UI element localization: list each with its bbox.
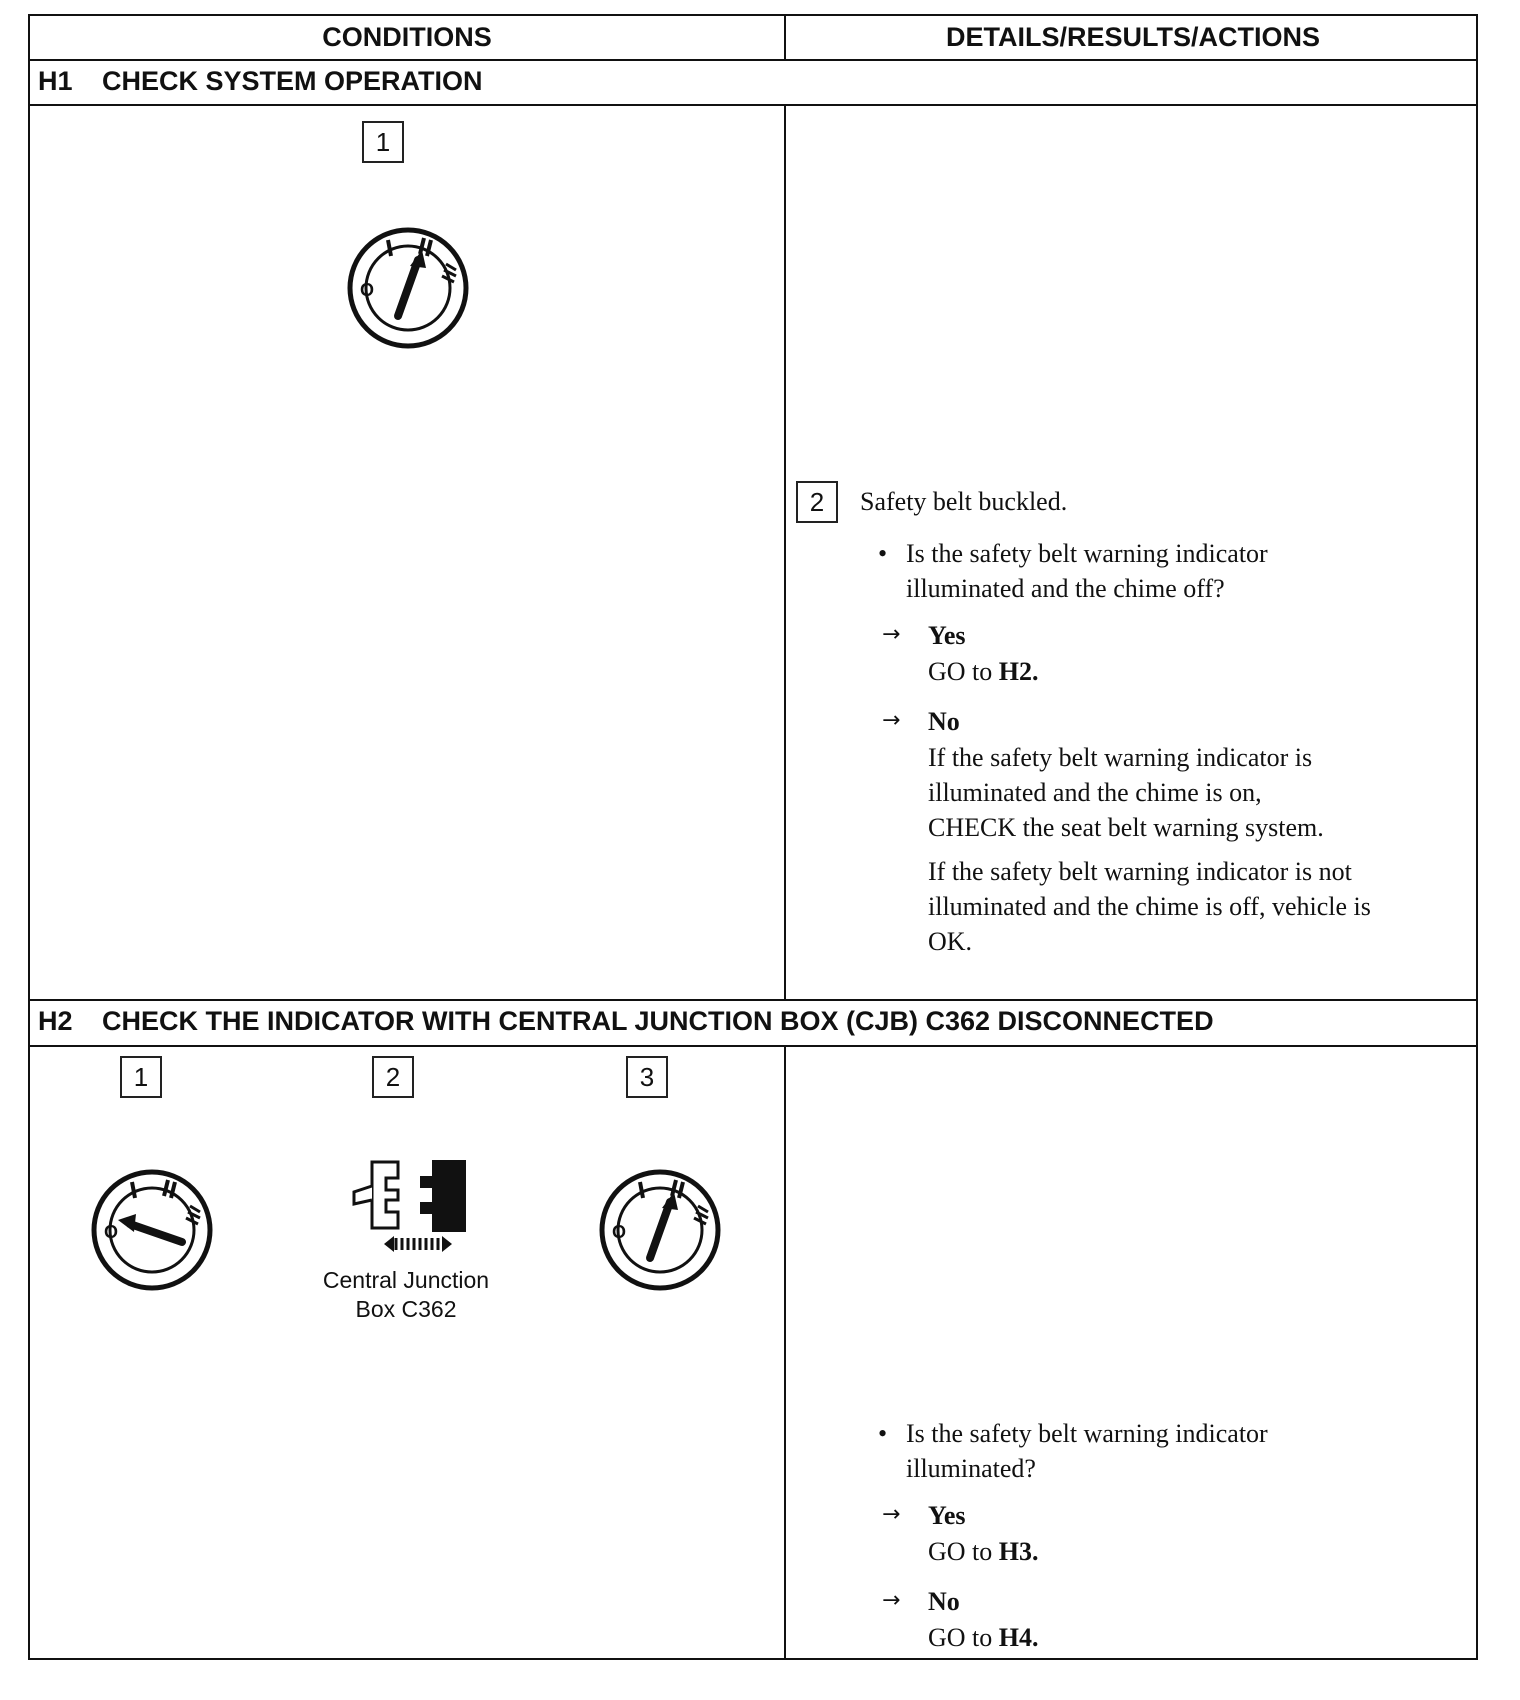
h2-no-target[interactable]: H4. (998, 1623, 1039, 1652)
h2-question-line-2: illuminated? (906, 1454, 1036, 1483)
h2-bullet-icon: • (878, 1419, 888, 1448)
h1-title-divider (30, 104, 1476, 106)
h1-no-p1-line-3: CHECK the seat belt warning system. (928, 813, 1324, 842)
h2-no-action (928, 1620, 1039, 1655)
connector-caption-line-2: Box C362 (355, 1296, 457, 1322)
h1-question-line-1: Is the safety belt warning indicator (906, 539, 1268, 568)
h1-yes-arrow-icon: → (882, 622, 901, 647)
h2-step-2-box: 2 (372, 1056, 414, 1098)
h1-bullet-icon: • (878, 539, 888, 568)
svg-text:O: O (104, 1222, 119, 1242)
h2-step-3-box: 3 (626, 1056, 668, 1098)
svg-text:O: O (360, 280, 375, 300)
h2-title-divider (30, 1045, 1476, 1047)
h1-code: H1 (38, 66, 73, 96)
h1-step-1-box: 1 (362, 121, 404, 163)
h2-column-divider (784, 1045, 786, 1660)
connector-disconnect-icon (336, 1156, 476, 1256)
h1-no-p2-line-3: OK. (928, 927, 973, 956)
svg-text:O: O (612, 1222, 627, 1242)
h1-yes-label: Yes (928, 621, 966, 650)
ignition-switch-off-icon (90, 1168, 214, 1292)
conditions-header: CONDITIONS (322, 22, 492, 52)
h1-no-label: No (928, 707, 960, 736)
h1-yes-go-text: GO to (928, 657, 999, 686)
h2-yes-action (928, 1534, 1039, 1569)
h2-yes-label: Yes (928, 1501, 966, 1530)
h1-yes-action (928, 654, 1039, 689)
h1-column-divider (784, 104, 786, 999)
diagnostic-table (28, 14, 1478, 1660)
details-header: DETAILS/RESULTS/ACTIONS (945, 22, 1320, 52)
connector-caption-line-1: Central Junction (322, 1267, 490, 1293)
h2-title: CHECK THE INDICATOR WITH CENTRAL JUNCTION BOX (CJB) C362 DISCONNECTED (102, 1006, 1214, 1036)
h2-no-arrow-icon: → (882, 1588, 901, 1613)
h2-yes-arrow-icon: → (882, 1502, 901, 1527)
h1-no-p2-line-2: illuminated and the chime is off, vehicle is (928, 892, 1371, 921)
h2-code: H2 (38, 1006, 73, 1036)
h2-step-1-box: 1 (120, 1056, 162, 1098)
h1-bottom-divider (30, 999, 1476, 1001)
connector-caption (306, 1266, 506, 1324)
ignition-switch-run-icon (598, 1168, 722, 1292)
h2-no-label: No (928, 1587, 960, 1616)
h1-no-p2-line-1: If the safety belt warning indicator is not (928, 857, 1352, 886)
h1-no-p1-line-2: illuminated and the chime is on, (928, 778, 1262, 807)
h2-yes-go-text: GO to (928, 1537, 999, 1566)
h1-section-title (38, 66, 483, 97)
header-divider (30, 59, 1476, 61)
h2-no-go-text: GO to (928, 1623, 999, 1652)
h2-yes-target[interactable]: H3. (998, 1537, 1039, 1566)
h1-yes-target[interactable]: H2. (998, 657, 1039, 686)
h1-title: CHECK SYSTEM OPERATION (102, 66, 483, 96)
h1-no-p1-line-1: If the safety belt warning indicator is (928, 743, 1313, 772)
header-column-divider (784, 16, 786, 59)
h1-step-2-box: 2 (796, 481, 838, 523)
h2-question-line-1: Is the safety belt warning indicator (906, 1419, 1268, 1448)
h1-step-2-text: Safety belt buckled. (860, 487, 1068, 516)
h2-section-title (38, 1006, 1214, 1037)
h1-no-arrow-icon: → (882, 708, 901, 733)
h1-question-line-2: illuminated and the chime off? (906, 574, 1225, 603)
ignition-switch-run-icon (346, 226, 470, 350)
